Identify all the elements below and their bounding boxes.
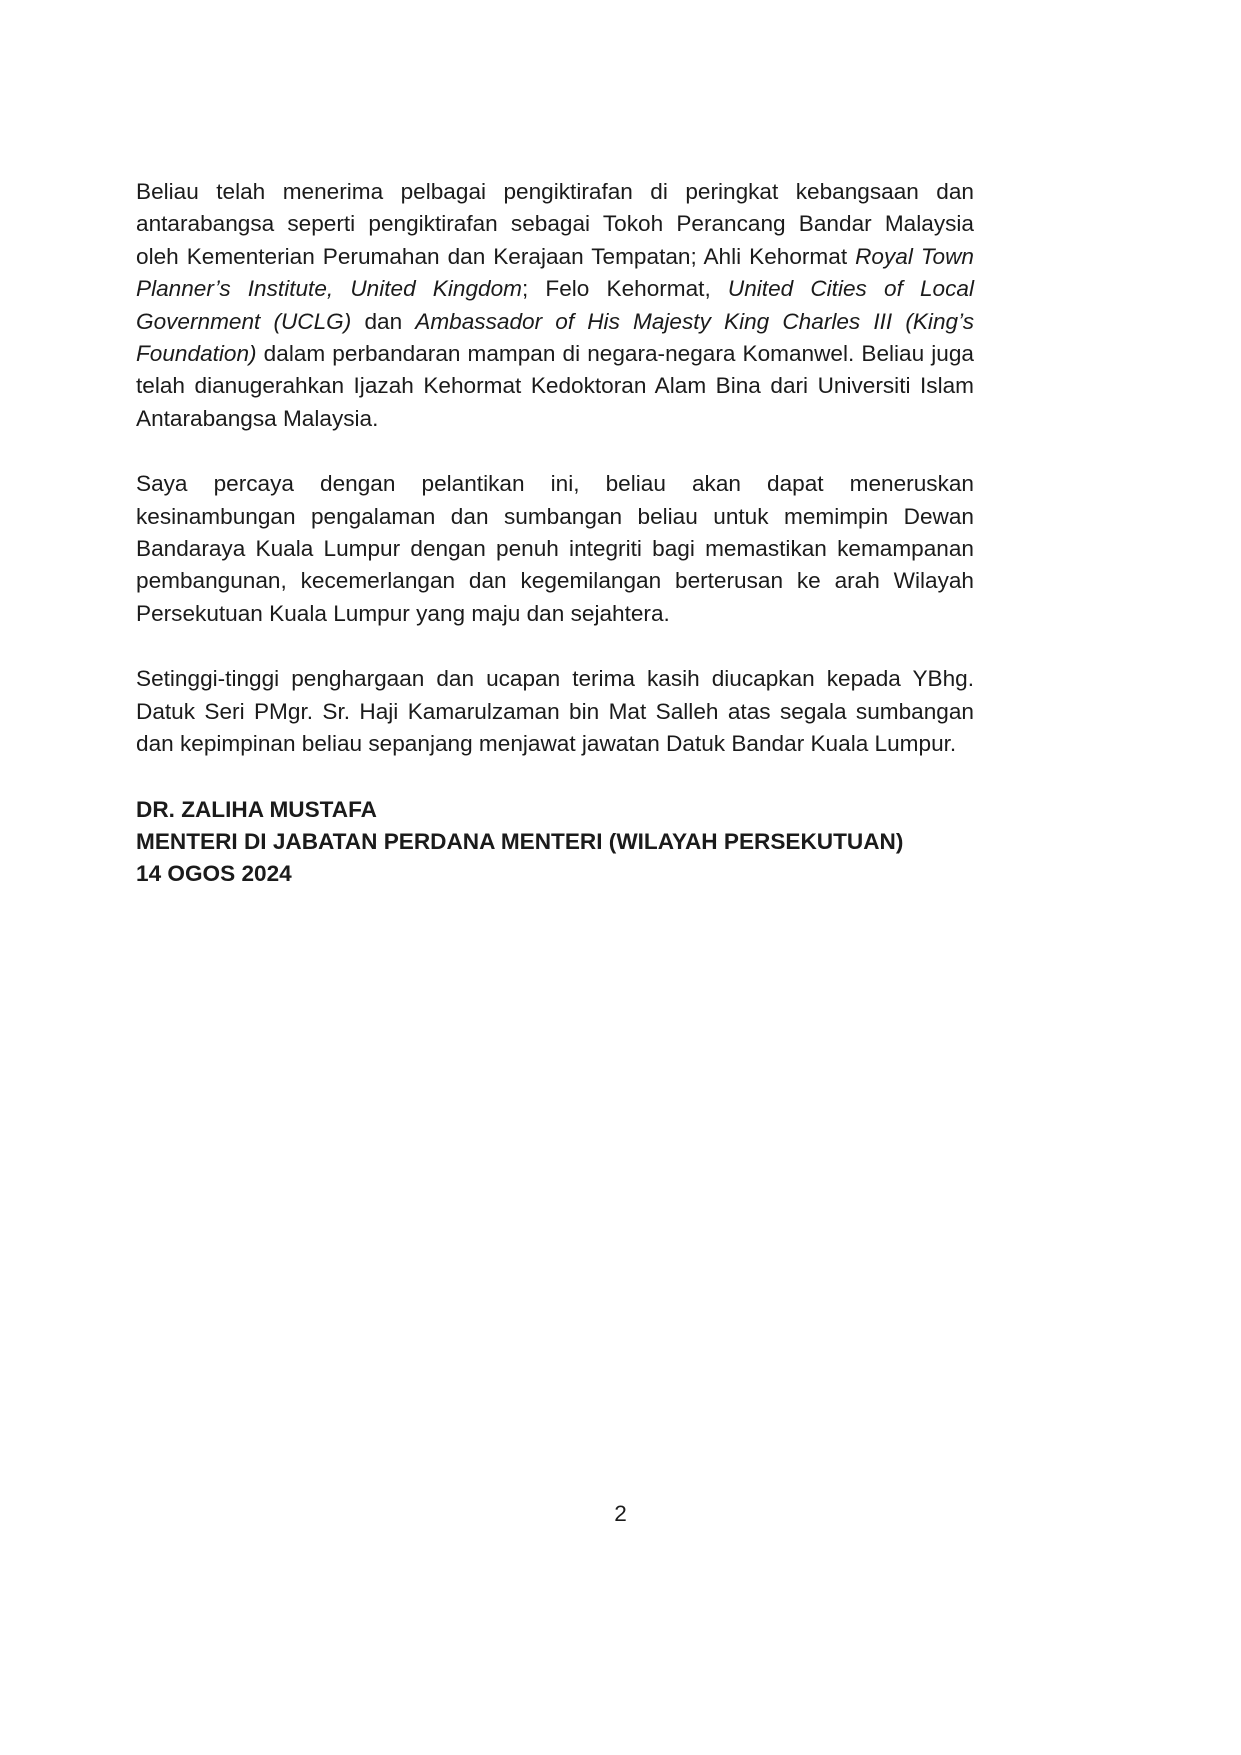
paragraph-recognitions-text-1: Beliau telah menerima pelbagai pengiktirafan di peringkat kebangsaan dan antarabangsa seperti pengiktirafan sebagai Tokoh Perancang Bandar Malaysia oleh Kementerian Perumahan dan Kerajaan Tempatan; Ahli Kehormat — [136, 179, 974, 269]
signature-date: 14 OGOS 2024 — [136, 861, 292, 887]
paragraph-appreciation: Setinggi-tinggi penghargaan dan ucapan terima kasih diucapkan kepada YBhg. Datuk Seri PMgr. Sr. Haji Kamarulzaman bin Mat Salleh atas segala sumbangan dan kepimpinan beliau sepanjang menjawat jawatan Datuk Bandar Kuala Lumpur. — [136, 666, 974, 757]
signature-block — [136, 794, 974, 891]
document-body — [136, 176, 974, 891]
paragraph-confidence: Saya percaya dengan pelantikan ini, beliau akan dapat meneruskan kesinambungan pengalaman dan sumbangan beliau untuk memimpin Dewan Bandaraya Kuala Lumpur dengan penuh integriti bagi memastikan kemampanan pembangunan, kecemerlangan dan kegemilangan berterusan ke arah Wilayah Persekutuan Kuala Lumpur yang maju dan sejahtera. — [136, 471, 974, 626]
paragraph-recognitions-italic-uclg: United Cities of Local Government (UCLG) — [136, 276, 975, 334]
paragraph-recognitions-text-4: dalam perbandaran mampan di negara-negara Komanwel. Beliau juga telah dianugerahkan Ijazah Kehormat Kedoktoran Alam Bina dari Universiti Islam Antarabangsa Malaysia. — [136, 341, 974, 431]
page-number: 2 — [614, 1501, 627, 1526]
paragraph-recognitions-italic-ambassador: Ambassador of His Majesty King Charles III (King’s Foundation) — [136, 308, 974, 367]
paragraph-recognitions-italic-royal-town-planners: Royal Town Planner’s Institute, United Kingdom — [136, 243, 974, 302]
paragraph-recognitions-text-3: dan — [351, 308, 416, 334]
signatory-name: DR. ZALIHA MUSTAFA — [136, 796, 377, 822]
paragraph-recognitions — [136, 176, 974, 435]
signatory-title: MENTERI DI JABATAN PERDANA MENTERI (WILAYAH PERSEKUTUAN) — [136, 828, 904, 854]
paragraph-recognitions-text-2: ; Felo Kehormat, — [521, 276, 728, 302]
